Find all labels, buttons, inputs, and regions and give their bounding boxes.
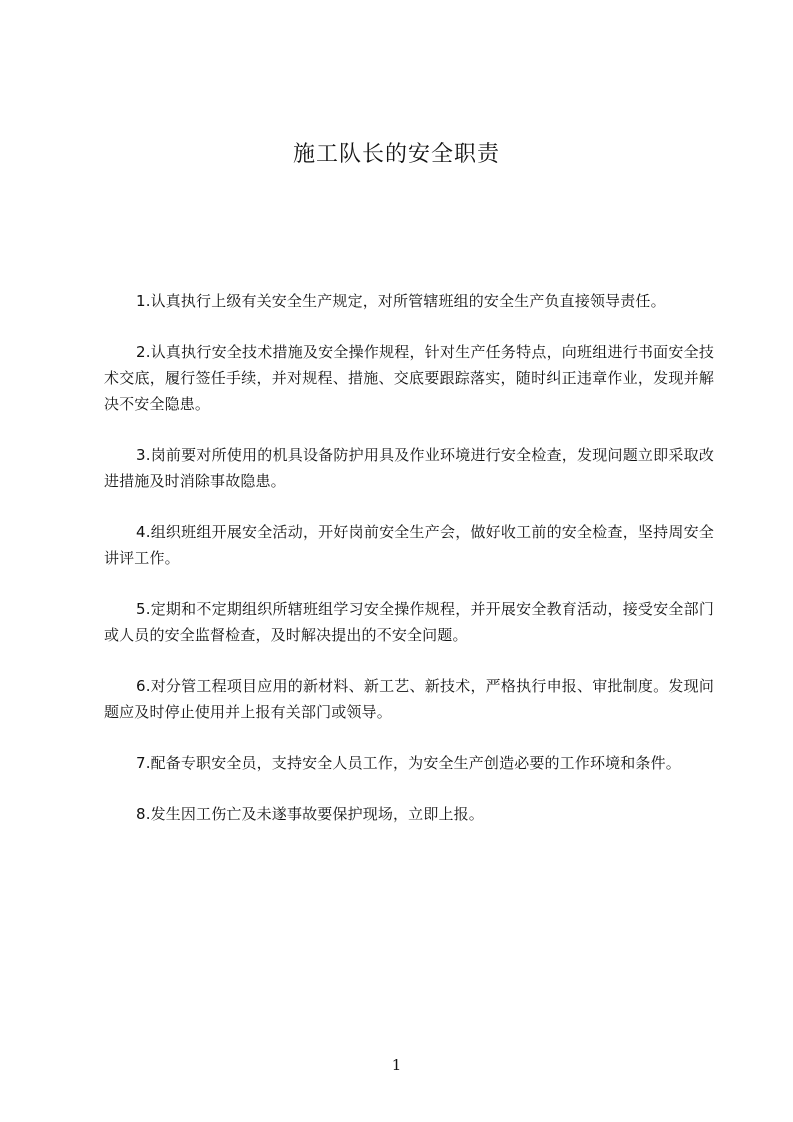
responsibility-item-6: 6.对分管工程项目应用的新材料、新工艺、新技术，严格执行申报、审批制度。发现问题应及时停止使用并上报有关部门或领导。 (104, 677, 714, 721)
responsibility-item-1: 1.认真执行上级有关安全生产规定，对所管辖班组的安全生产负直接领导责任。 (136, 292, 666, 310)
responsibility-item-3: 3.岗前要对所使用的机具设备防护用具及作业环境进行安全检查，发现问题立即采取改进措施及时消除事故隐患。 (104, 446, 714, 490)
responsibility-list (104, 288, 714, 852)
document-title: 施工队长的安全职责 (292, 142, 500, 167)
responsibility-item-8: 8.发生因工伤亡及未遂事故要保护现场，立即上报。 (136, 805, 484, 823)
responsibility-item-7: 7.配备专职安全员，支持安全人员工作，为安全生产创造必要的工作环境和条件。 (136, 754, 681, 772)
responsibility-item-2: 2.认真执行安全技术措施及安全操作规程，针对生产任务特点，向班组进行书面安全技术交底，履行签任手续，并对规程、措施、交底要跟踪落实，随时纠正违章作业，发现并解决不安全隐患。 (104, 343, 714, 413)
responsibility-item-4: 4.组织班组开展安全活动，开好岗前安全生产会，做好收工前的安全检查，坚持周安全讲评工作。 (104, 523, 714, 567)
page-number: 1 (391, 1056, 402, 1074)
responsibility-item-5: 5.定期和不定期组织所辖班组学习安全操作规程，并开展安全教育活动，接受安全部门或人员的安全监督检查，及时解决提出的不安全问题。 (104, 600, 714, 644)
